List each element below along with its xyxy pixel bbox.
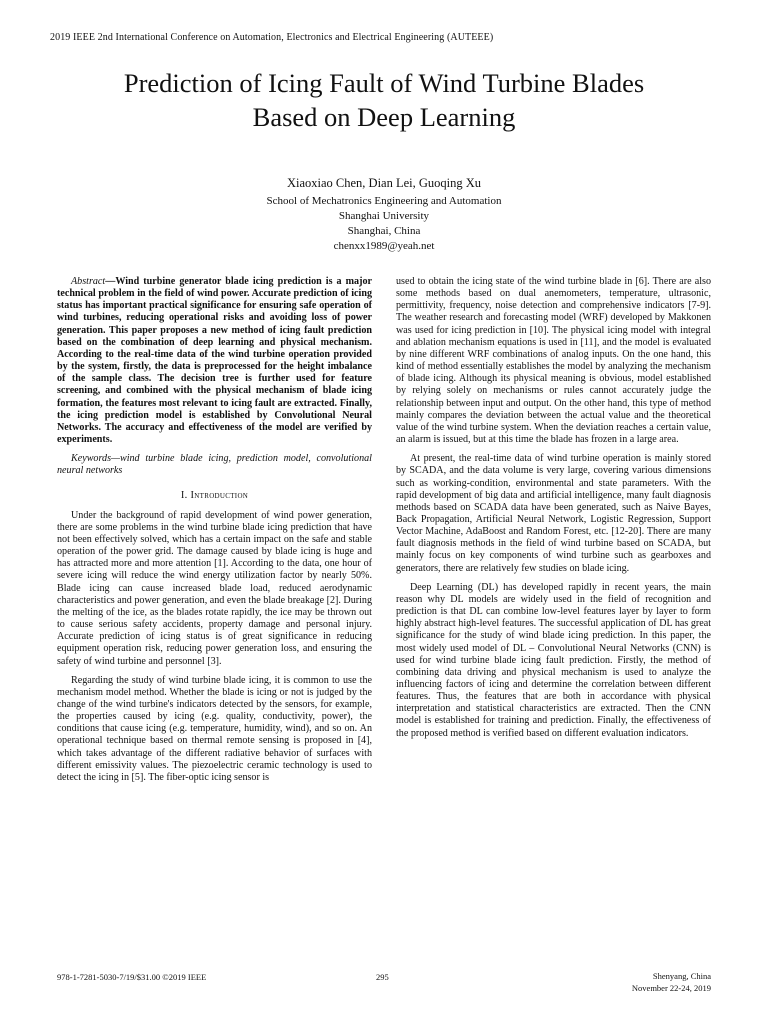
section-title: Introduction <box>190 489 249 501</box>
body-paragraph-continued: used to obtain the icing state of the wind turbine blade in [6]. There are also some methods based on dual anemometers, temperature, ultrasonic, permittivity, frequency, noise detection and comprehensive indicators [7-9]. The weather research and forecasting model (WRF) developed by Makkonen was used for icing prediction in [10]. The physical icing model with integral and ablation mechanism equations is used in [11], and the model is evaluated by nine different WRF combinations of analog inputs. On the one hand, this kind of method essentially establishes the model by analyzing the mechanism of blade icing. Although its physical meaning is obvious, model established by relying solely on mechanisms or rules cannot accurately judge the relationship between input and output. On the other hand, this type of method mainly compares the deviation between the actual value and the theoretical value of the wind turbine system. When the deviation reaches a certain value, an alarm is issued, but at this time the blade has frozen in a large area. <box>396 276 711 446</box>
footer-location: Shenyang, China <box>652 971 711 981</box>
left-column <box>57 276 372 791</box>
footer-isbn: 978-1-7281-5030-7/19/$31.00 ©2019 IEEE <box>57 972 207 982</box>
body-paragraph: Regarding the study of wind turbine blade icing, it is common to use the mechanism model method. Whether the blade is icing or not is judged by the change of the wind turbine's indicators detected by the sensors, for example, the properties caused by icing (e.g. quality, conductivity, power), the conditions that cause icing (e.g. temperature, humidity, wind), and so on. An operational technique based on thermal remote sensing is proposed in [4], which takes advantage of the different radiative behavior of surfaces with different emissivity values. The piezoelectric ceramic technology is used to detect the icing in [5]. The fiber-optic icing sensor is <box>57 674 372 783</box>
affiliation-school: School of Mechatronics Engineering and Automation <box>266 195 502 207</box>
conference-header: 2019 IEEE 2nd International Conference on Automation, Electronics and Electrical Engineering (AUTEEE) <box>50 32 494 43</box>
section-number: I. <box>180 489 188 501</box>
keywords: Keywords—wind turbine blade icing, prediction model, convolutional neural networks <box>57 453 372 477</box>
author-list: Xiaoxiao Chen, Dian Lei, Guoqing Xu <box>286 176 482 190</box>
page-number: 295 <box>376 972 389 982</box>
title-line-2: Based on Deep Learning <box>252 102 516 132</box>
body-paragraph: Under the background of rapid development of wind power generation, there are some problems in the wind turbine blade icing prediction that have not been effectively solved, which has a certain impact on the safe and stable operation of the power grid. The damage caused by blade icing is huge and has attracted more and more attention [1]. According to the data, one hour of severe icing will reduce the wind energy utilization factor by nearly 50%. Blade icing can cause increased blade load, reduced aerodynamic characteristics and power generation, and even the blade breakage [2]. During the melting of the ice, as the blades rotate rapidly, the ice may be thrown out to cause serious safety accidents, property damage and personal injury. Accurate prediction of icing status is of great significance in reducing equipment operation risk, reducing power generation loss, and ensuring the safety of wind turbine and personnel [3]. <box>57 509 373 667</box>
abstract-text: Wind turbine generator blade icing prediction is a major technical problem in the field of wind power. Accurate prediction of icing status has important practical significance for ensuring safe operation of wind turbines, reducing operational risks and avoiding loss of power generation. This paper proposes a new method of icing fault prediction based on the combination of deep learning and physical mechanism. According to the real-time data of the wind turbine operation provided by the system, firstly, the data is preprocessed for the height imbalance of the sample class. The decision tree is further used for feature screening, and combined with the physical mechanism of blade icing formation, the features most relevant to icing fault are extracted. Finally, the icing prediction model is established by Convolutional Neural Networks. The accuracy and effectiveness of the model are verified by experiments. <box>57 276 372 446</box>
body-paragraph: Deep Learning (DL) has developed rapidly in recent years, the main reason why DL models are widely used in the field of recognition and prediction is that DL can combine low-level features layer by layer to form highly abstract high-level features. The successful application of DL has great significance for the study of wind blade icing prediction. In this paper, the most widely used model of DL – Convolutional Neural Networks (CNN) is used for wind turbine blade icing fault prediction. Firstly, the method of combining data driving and physical mechanism is used to analyze the influencing factors of icing and determine the correlation between different features. Thus, the features that are both in accordance with physical interpretation and statistical characteristics are extracted. Then the CNN model is established for training and prediction. Finally, the effectiveness of the proposed method is verified based on different evaluation indicators. <box>396 581 711 739</box>
affiliation-city: Shanghai, China <box>347 225 421 237</box>
abstract-dash: — <box>105 276 116 287</box>
footer-date: November 22-24, 2019 <box>631 983 711 993</box>
section-heading-introduction <box>57 490 372 502</box>
title-line-1: Prediction of Icing Fault of Wind Turbine Blades <box>123 68 645 98</box>
affiliation-block <box>40 194 728 254</box>
body-paragraph: At present, the real-time data of wind turbine operation is mainly stored by SCADA, and the data volume is very large, covering various dimensions such as working-condition, environmental and state parameters. With the rapid development of big data and artificial intelligence, many fault diagnosis methods based on SCADA data have been generated, such as Naive Bayes, Back Propagation, Artificial Neural Network, Logistic Regression, Support Vector Machine, AdaBoost and Random Forest, etc. [12-20]. There are many fault diagnosis methods in the field of wind turbine based on SCADA, but mainly focus on key components of wind turbine such as gearboxes and generators, there are relatively few studies on blade icing. <box>396 453 711 574</box>
affiliation-university: Shanghai University <box>338 210 430 222</box>
right-column <box>396 276 711 747</box>
author-email: chenxx1989@yeah.net <box>333 240 435 252</box>
paper-title <box>40 66 728 134</box>
footer-location-date <box>632 970 711 994</box>
abstract-label: Abstract <box>71 276 106 287</box>
abstract <box>57 276 372 446</box>
